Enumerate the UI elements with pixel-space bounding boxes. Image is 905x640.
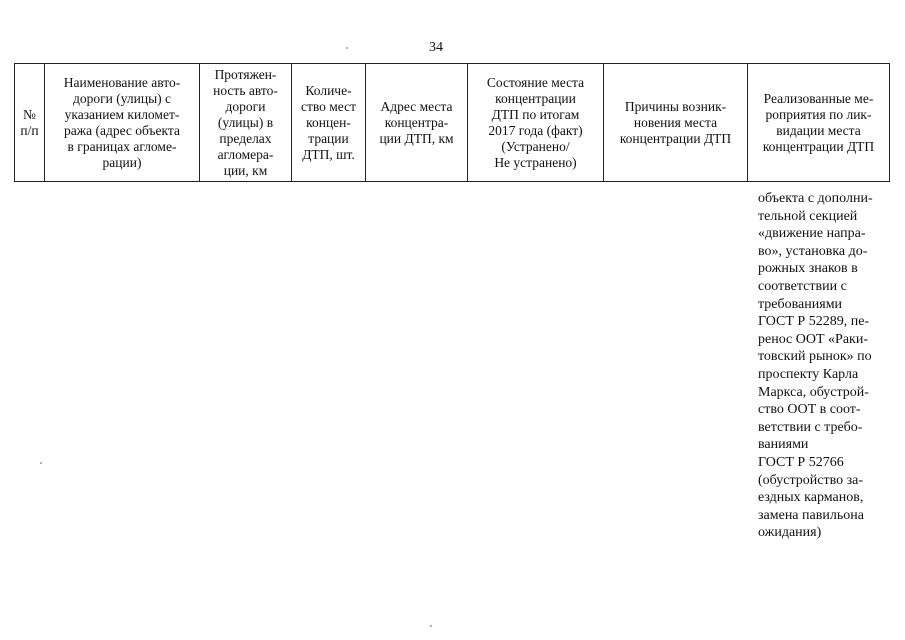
scan-speck: [346, 47, 348, 49]
measures-continued-text: объекта с дополни- тельной секцией «движение напра- во», установка до- рожных знаков в соответствии с требованиями ГОСТ Р 52289, пе- ренос ООТ «Раки- товский рынок» по проспекту Карла Маркса, обустрой- ство ООТ в соот- ветствии с требо- ваниями ГОСТ Р 52766 (обустройство за- ездных карманов, замена павильона ожидания): [758, 191, 873, 541]
data-table: [14, 63, 890, 182]
header-cell-spot-count: Количе- ство мест концен- трации ДТП, шт.: [292, 64, 366, 182]
header-cell-road-length: Протяжен- ность авто- дороги (улицы) в пределах агломера- ции, км: [200, 64, 292, 182]
header-cell-spot-address: Адрес места концентра- ции ДТП, км: [366, 64, 468, 182]
header-cell-status-2017: Состояние места концентрации ДТП по итогам 2017 года (факт) (Устранено/ Не устранено): [468, 64, 604, 182]
header-cell-measures: Реализованные ме- роприятия по лик- видации места концентрации ДТП: [748, 64, 890, 182]
header-cell-road-name: Наименование авто- дороги (улицы) с указанием километ- ража (адрес объекта в границах агломе- рации): [45, 64, 200, 182]
header-cell-causes: Причины возник- новения места концентрации ДТП: [604, 64, 748, 182]
page-number: 34: [429, 40, 443, 55]
scan-speck: [40, 462, 42, 464]
scan-speck: [430, 625, 432, 627]
table-header-row: [15, 64, 890, 182]
header-cell-number: № п/п: [15, 64, 45, 182]
